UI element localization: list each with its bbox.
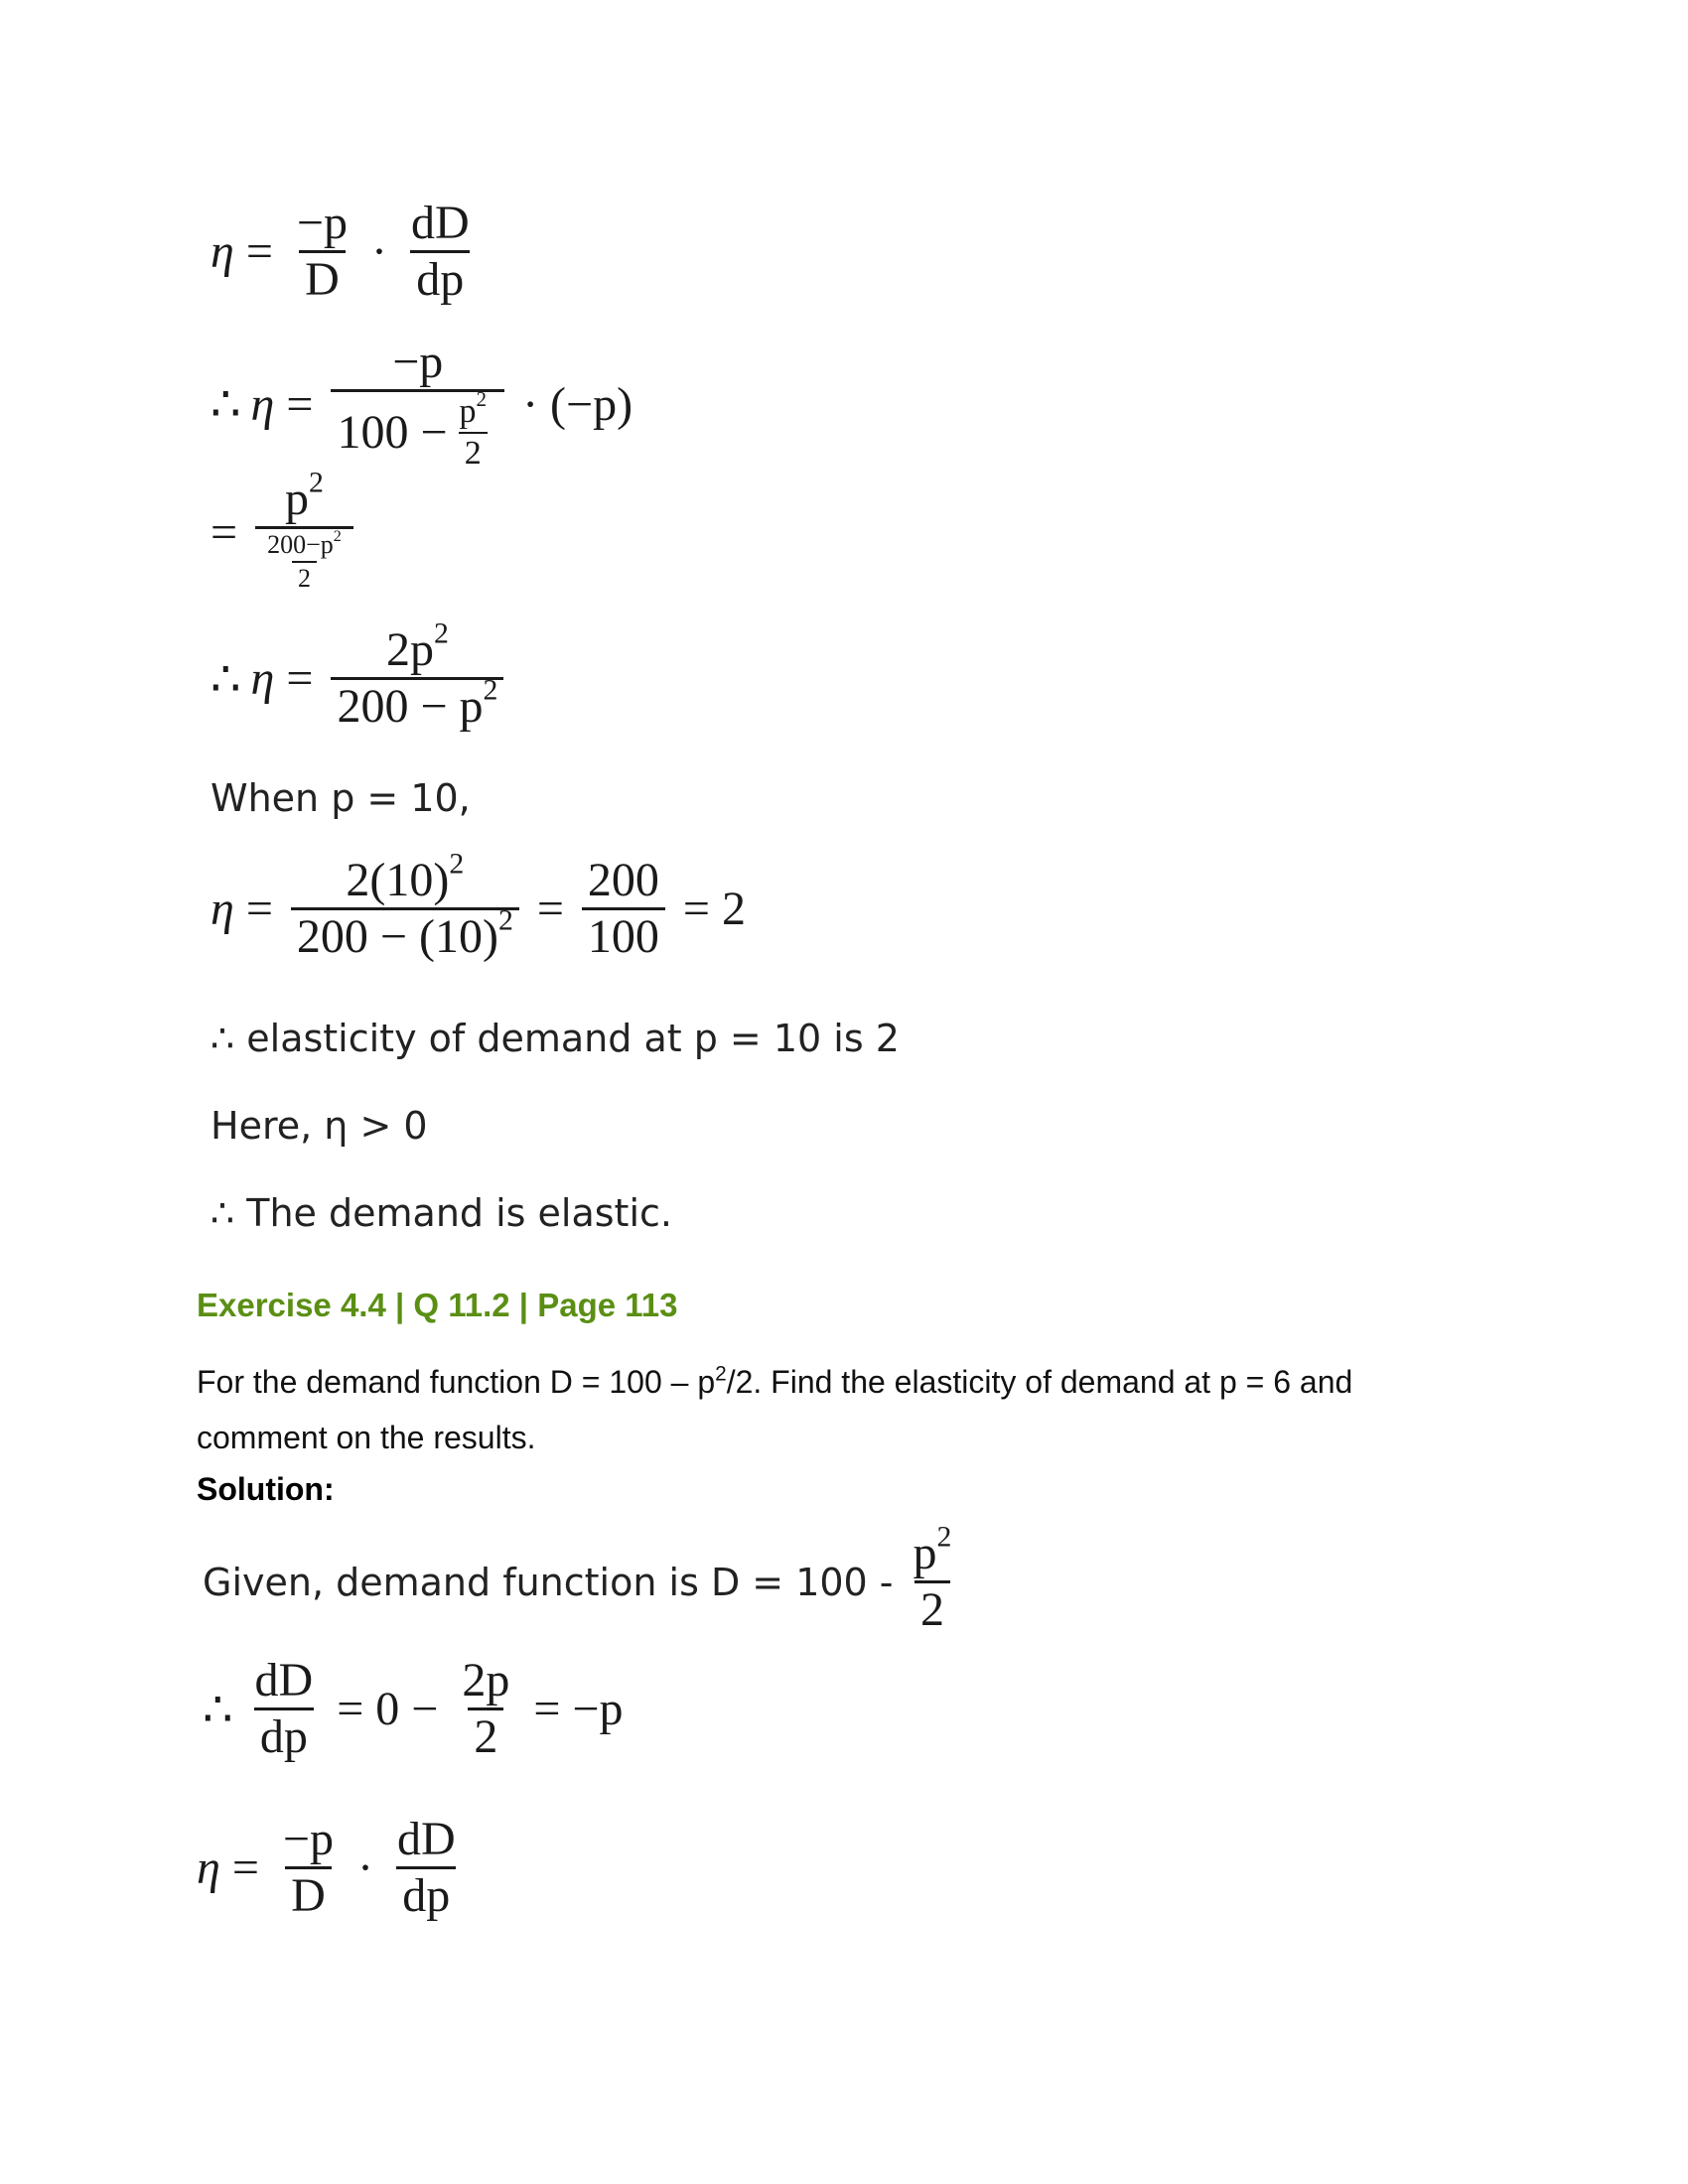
fraction-substituted bbox=[331, 338, 504, 472]
numerator: 2p bbox=[462, 1654, 510, 1706]
equals-sign: = bbox=[245, 225, 273, 279]
question-part1: For the demand function D = 100 – p bbox=[197, 1364, 716, 1400]
numerator bbox=[279, 466, 330, 526]
nested-denominator: 2 bbox=[459, 432, 488, 472]
numerator: dD bbox=[396, 1813, 456, 1865]
therefore-symbol: ∴ bbox=[211, 378, 241, 432]
eta-symbol: η bbox=[211, 225, 234, 279]
eta-symbol: η bbox=[250, 377, 275, 431]
formula-evaluation bbox=[211, 847, 758, 964]
formula-derivative bbox=[203, 1656, 635, 1763]
numerator bbox=[380, 616, 455, 677]
numerator: −p bbox=[282, 1813, 334, 1865]
denominator-base: 200 − p bbox=[337, 680, 484, 734]
formula-eta-result bbox=[211, 616, 509, 734]
fraction-p2-over-2 bbox=[908, 1520, 958, 1637]
nested-denominator: 2 bbox=[292, 561, 317, 592]
denominator bbox=[331, 674, 503, 734]
equals-sign: = bbox=[245, 883, 273, 936]
denominator: 100 bbox=[582, 907, 665, 962]
question-line2: comment on the results. bbox=[197, 1420, 536, 1455]
dot-operator: · bbox=[356, 1842, 373, 1895]
question-part2: /2. Find the elasticity of demand at p = 6 and bbox=[726, 1364, 1353, 1400]
denominator bbox=[255, 526, 353, 592]
exponent: 2 bbox=[936, 1520, 952, 1554]
exercise-heading: Exercise 4.4 | Q 11.2 | Page 113 bbox=[197, 1287, 678, 1323]
denominator-constant: 100 − bbox=[337, 405, 448, 459]
fraction-dd-dp bbox=[249, 1656, 320, 1763]
denominator bbox=[331, 389, 504, 471]
result: = 2 bbox=[682, 883, 746, 936]
numerator: 200 bbox=[587, 854, 659, 906]
denominator: D bbox=[299, 250, 346, 305]
here-text: Here, η > 0 bbox=[211, 1104, 428, 1148]
formula-eta-definition-2 bbox=[197, 1815, 468, 1922]
dot-operator: · bbox=[522, 377, 539, 431]
equals-zero-minus: = 0 − bbox=[337, 1683, 439, 1736]
numerator: −p bbox=[296, 197, 348, 249]
therefore-symbol: ∴ bbox=[203, 1683, 233, 1736]
numerator-base: p bbox=[913, 1527, 937, 1579]
denominator: 2 bbox=[468, 1707, 503, 1762]
fraction-minus-p-over-d bbox=[277, 1815, 340, 1922]
solution-label: Solution: bbox=[197, 1471, 335, 1507]
numerator: dD bbox=[254, 1654, 314, 1706]
formula-eta-definition bbox=[211, 199, 482, 306]
nested-numerator-base: 200−p bbox=[267, 530, 334, 560]
numerator-base: 2(10) bbox=[346, 854, 450, 906]
question-exponent: 2 bbox=[715, 1362, 727, 1386]
numerator: dD bbox=[410, 197, 470, 249]
exponent: 2 bbox=[333, 528, 342, 546]
formula-simplified bbox=[211, 466, 359, 593]
nested-numerator-base: p bbox=[459, 393, 477, 431]
numerator-base: 2p bbox=[385, 623, 434, 676]
denominator: dp bbox=[410, 250, 470, 305]
fraction-2p-over-2 bbox=[456, 1656, 515, 1763]
nested-numerator bbox=[454, 387, 493, 432]
given-text: Given, demand function is D = 100 - bbox=[203, 1560, 894, 1604]
fraction-2p2-over-expression bbox=[331, 616, 503, 734]
exponent: 2 bbox=[449, 847, 465, 881]
denominator: dp bbox=[254, 1707, 314, 1762]
exponent: 2 bbox=[476, 387, 488, 412]
denominator: D bbox=[285, 1866, 332, 1921]
equals-sign: = bbox=[286, 377, 314, 431]
fraction-p2-over-expression bbox=[255, 466, 353, 593]
fraction-200-over-100 bbox=[582, 856, 665, 963]
conclusion-elastic: ∴ The demand is elastic. bbox=[211, 1191, 672, 1235]
numerator-base: p bbox=[285, 473, 309, 525]
question-text bbox=[197, 1354, 1487, 1465]
exponent: 2 bbox=[309, 466, 324, 499]
eta-symbol: η bbox=[211, 883, 234, 936]
denominator-base: 200 − (10) bbox=[296, 910, 498, 964]
nested-fraction bbox=[454, 387, 493, 473]
denominator: 2 bbox=[914, 1580, 950, 1635]
equals-sign: = bbox=[231, 1842, 259, 1895]
equals-sign: = bbox=[536, 883, 564, 936]
eta-symbol: η bbox=[197, 1842, 220, 1895]
formula-substitution bbox=[211, 338, 633, 472]
when-text: When p = 10, bbox=[211, 776, 471, 820]
dot-operator: · bbox=[370, 225, 387, 279]
eta-symbol: η bbox=[250, 652, 275, 706]
numerator bbox=[908, 1520, 958, 1580]
nested-fraction bbox=[261, 528, 348, 593]
nested-numerator bbox=[261, 528, 348, 560]
fraction-dd-dp bbox=[391, 1815, 462, 1922]
equals-sign: = bbox=[286, 652, 314, 706]
equals-sign: = bbox=[211, 506, 238, 560]
numerator: −p bbox=[392, 336, 444, 388]
given-line bbox=[203, 1520, 963, 1637]
exponent: 2 bbox=[433, 616, 449, 650]
exponent: 2 bbox=[497, 904, 513, 938]
fraction-evaluated bbox=[291, 847, 519, 964]
fraction-dd-dp bbox=[405, 199, 476, 306]
conclusion-elasticity: ∴ elasticity of demand at p = 10 is 2 bbox=[211, 1017, 900, 1060]
denominator bbox=[291, 904, 519, 964]
fraction-minus-p-over-d bbox=[291, 199, 353, 306]
numerator bbox=[340, 847, 470, 907]
denominator: dp bbox=[396, 1866, 456, 1921]
result: = −p bbox=[533, 1683, 624, 1736]
therefore-symbol: ∴ bbox=[211, 652, 241, 706]
exponent: 2 bbox=[483, 674, 498, 708]
factor: (−p) bbox=[550, 377, 633, 431]
